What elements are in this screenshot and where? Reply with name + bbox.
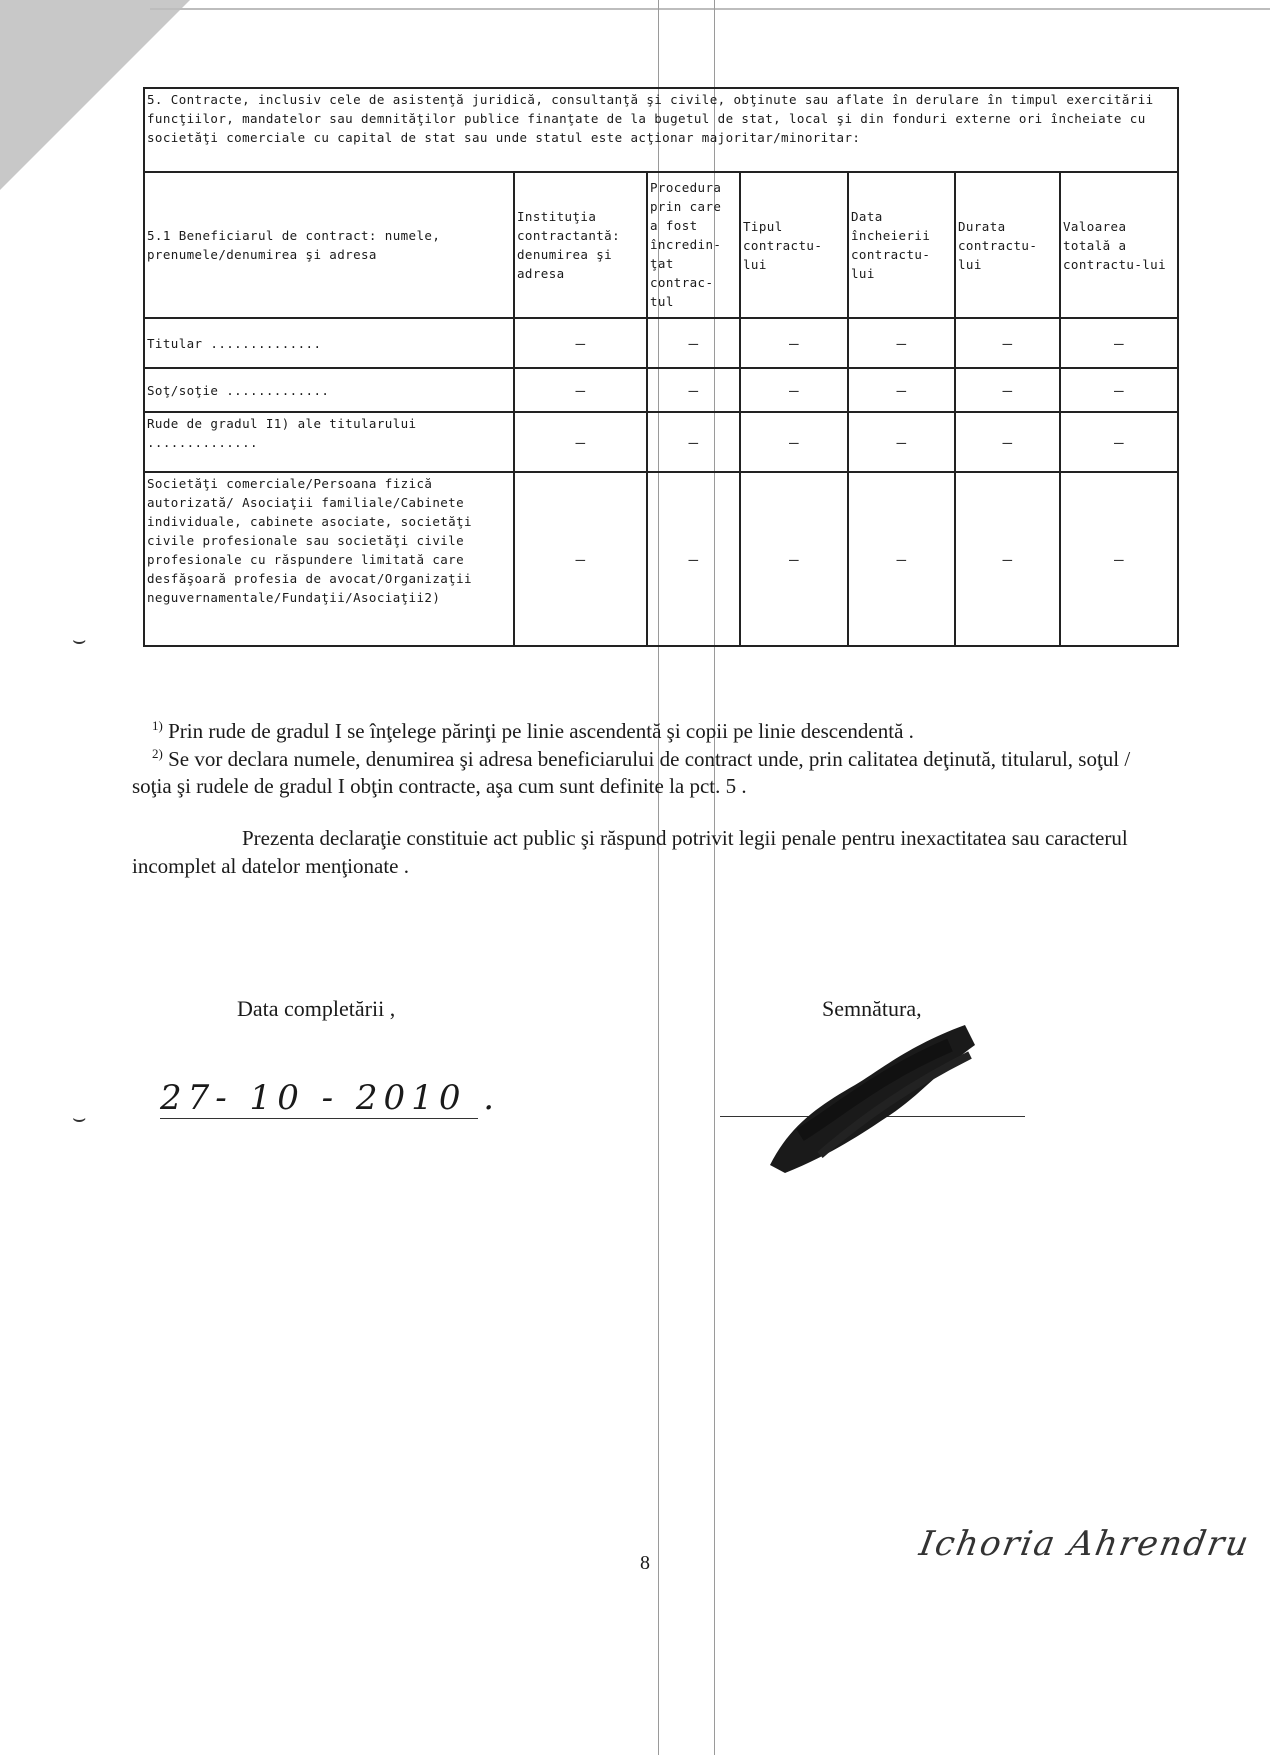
empty-cell-dash: —	[848, 412, 955, 472]
date-label: Data completării ,	[237, 996, 396, 1021]
empty-cell-dash: —	[1060, 472, 1178, 646]
empty-cell-dash: —	[955, 318, 1060, 368]
empty-cell-dash: —	[647, 412, 740, 472]
empty-cell-dash: —	[955, 368, 1060, 412]
column-header-procedure: Procedura prin care a fost încredin-ţat contrac-tul	[647, 172, 740, 318]
empty-cell-dash: —	[514, 318, 647, 368]
column-header-beneficiary: 5.1 Beneficiarul de contract: numele, prenumele/denumirea şi adresa	[144, 172, 514, 318]
footnote-marker: 2)	[152, 746, 163, 761]
pen-tick-mark: ⌣	[72, 1106, 87, 1131]
footnote-text: Prin rude de gradul I se înţelege părinţi pe linie ascendentă şi copii pe linie descendentă .	[168, 719, 914, 743]
empty-cell-dash: —	[848, 472, 955, 646]
empty-cell-dash: —	[740, 318, 848, 368]
footnote-text: Se vor declara numele, denumirea şi adresa beneficiarului de contract unde, prin calitatea deţinută, titularul, soţul / soţia şi rudele de gradul I obţin contracte, aşa cum sunt definite la pct. 5 .	[132, 747, 1131, 798]
empty-cell-dash: —	[647, 368, 740, 412]
column-header-date: Data încheierii contractu-lui	[848, 172, 955, 318]
empty-cell-dash: —	[514, 368, 647, 412]
row-label-titular: Titular ..............	[144, 318, 514, 368]
row-label-relatives: Rude de gradul I1) ale titularului ..............	[144, 412, 514, 472]
empty-cell-dash: —	[514, 472, 647, 646]
column-header-value: Valoarea totală a contractu-lui	[1060, 172, 1178, 318]
column-header-type: Tipul contractu-lui	[740, 172, 848, 318]
empty-cell-dash: —	[740, 472, 848, 646]
handwritten-name: Ichoria Ahrendru	[916, 1524, 1254, 1564]
page-number: 8	[640, 1552, 650, 1574]
signature-label: Semnătura,	[822, 996, 922, 1021]
empty-cell-dash: —	[514, 412, 647, 472]
footnote-2	[132, 740, 1172, 800]
empty-cell-dash: —	[1060, 412, 1178, 472]
pen-tick-mark: ⌣	[72, 628, 87, 653]
empty-cell-dash: —	[1060, 368, 1178, 412]
declaration-text: Prezenta declaraţie constituie act public şi răspund potrivit legii penale pentru inexactitatea sau caracterul incomplet al datelor menţionate .	[132, 826, 1128, 878]
empty-cell-dash: —	[740, 368, 848, 412]
empty-cell-dash: —	[955, 412, 1060, 472]
empty-cell-dash: —	[955, 472, 1060, 646]
empty-cell-dash: —	[647, 318, 740, 368]
empty-cell-dash: —	[848, 368, 955, 412]
scan-top-edge	[150, 8, 1270, 10]
table-row	[144, 412, 1178, 472]
row-label-companies: Societăţi comerciale/Persoana fizică autorizată/ Asociaţii familiale/Cabinete individuale, cabinete asociate, societăţi civile profesionale sau societăţi civile profesionale cu răspundere limitată care desfăşoară profesia de avocat/Organizaţii neguvernamentale/Fundaţii/Asociaţii2)	[144, 472, 514, 646]
signature-image	[760, 1015, 990, 1175]
empty-cell-dash: —	[740, 412, 848, 472]
table-row	[144, 472, 1178, 646]
table-row	[144, 368, 1178, 412]
empty-cell-dash: —	[647, 472, 740, 646]
table-row	[144, 318, 1178, 368]
contracts-table	[143, 87, 1179, 647]
empty-cell-dash: —	[848, 318, 955, 368]
section-5-heading: 5. Contracte, inclusiv cele de asistenţă juridică, consultanţă şi civile, obţinute sau aflate în derulare în timpul exercitării funcţiilor, mandatelor sau demnităţilor publice finanţate de la bugetul de stat, local şi din fonduri externe ori încheiate cu societăţi comerciale cu capital de stat sau unde statul este acţionar majoritar/minoritar:	[144, 88, 1178, 172]
row-label-spouse: Soţ/soţie .............	[144, 368, 514, 412]
column-header-duration: Durata contractu-lui	[955, 172, 1060, 318]
empty-cell-dash: —	[1060, 318, 1178, 368]
column-header-institution: Instituţia contractantă: denumirea şi adresa	[514, 172, 647, 318]
footnote-marker: 1)	[152, 718, 163, 733]
handwritten-date: 27- 10 - 2010 .	[160, 1078, 501, 1118]
date-underline	[160, 1118, 478, 1119]
